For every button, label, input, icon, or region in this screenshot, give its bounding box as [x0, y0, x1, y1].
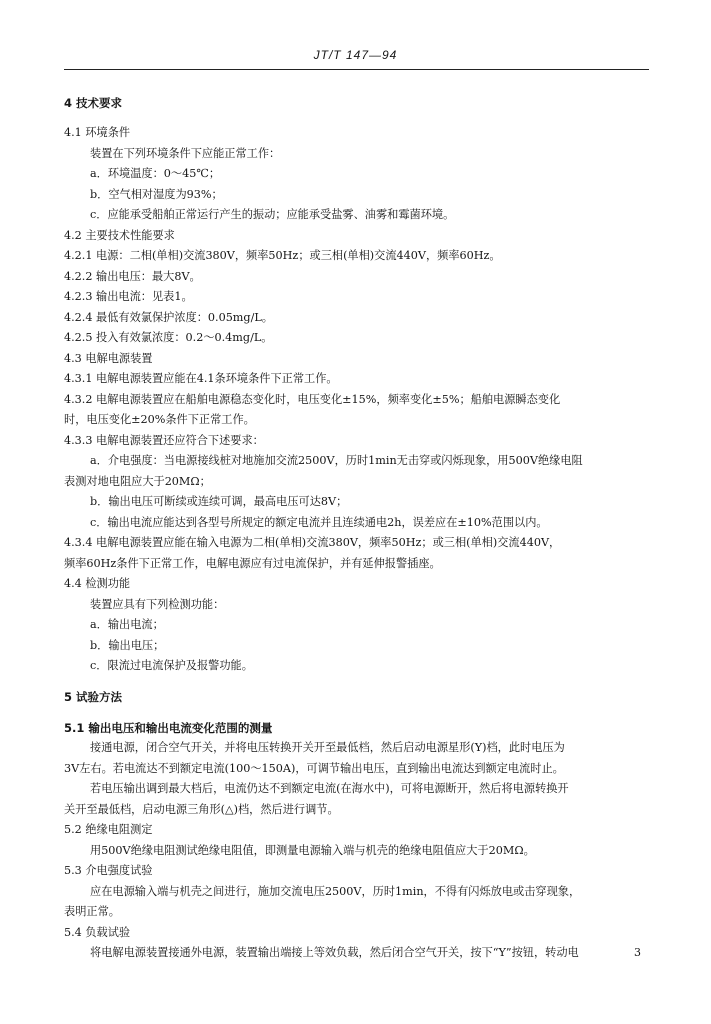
- paragraph-line: 装置应具有下列检测功能：: [90, 598, 225, 611]
- clause-line: 4.3.4 电解电源装置应能在输入电源为二相(单相)交流380V，频率50Hz；或三相(单相)交流440V，: [64, 536, 561, 549]
- page-number: 3: [634, 946, 641, 959]
- header-rule: [64, 69, 649, 70]
- list-item: a．介电强度：当电源接线桩对地施加交流2500V，历时1min无击穿或闪烁现象，用500V绝缘电阻: [90, 454, 583, 467]
- paragraph-line: 将电解电源装置接通外电源，装置输出端接上等效负载，然后闭合空气开关，按下“Y”按钮，转动电: [90, 946, 579, 959]
- paragraph-line: 表明正常。: [64, 905, 120, 918]
- clause-line: 4.2.5 投入有效氯浓度：0.2～0.4mg/L。: [64, 331, 273, 344]
- subsection-heading: 5.4 负载试验: [64, 926, 131, 939]
- list-item: c．限流过电流保护及报警功能。: [90, 659, 253, 672]
- clause-line: 4.2.1 电源：二相(单相)交流380V，频率50Hz；或三相(单相)交流440V，频率60Hz。: [64, 249, 501, 262]
- standard-code-header: JT/T 147—94: [313, 48, 398, 62]
- clause-line: 4.3.1 电解电源装置应能在4.1条环境条件下正常工作。: [64, 372, 338, 385]
- list-item: a．环境温度：0～45℃；: [90, 167, 221, 180]
- paragraph-line: 表测对地电阻应大于20MΩ；: [64, 475, 211, 488]
- list-item: b．空气相对湿度为93%；: [90, 188, 223, 201]
- paragraph-line: 应在电源输入端与机壳之间进行，施加交流电压2500V，历时1min，不得有闪烁放电或击穿现象，: [90, 885, 581, 898]
- subsection-heading: 5.2 绝缘电阻测定: [64, 823, 153, 836]
- clause-line: 4.3.3 电解电源装置还应符合下述要求：: [64, 434, 264, 447]
- paragraph-line: 若电压输出调到最大档后，电流仍达不到额定电流(在海水中)，可将电源断开，然后将电源转换开: [90, 782, 569, 795]
- subsection-heading: 5.1 输出电压和输出电流变化范围的测量: [64, 721, 273, 735]
- section-heading: 5 试验方法: [64, 690, 123, 704]
- list-item: a．输出电流；: [90, 618, 164, 631]
- paragraph-line: 装置在下列环境条件下应能正常工作：: [90, 147, 281, 160]
- subsection-heading: 4.1 环境条件: [64, 126, 131, 139]
- paragraph-line: 频率60Hz条件下正常工作，电解电源应有过电流保护，并有延伸报警插座。: [64, 557, 441, 570]
- list-item: c．输出电流应能达到各型号所规定的额定电流并且连续通电2h，误差应在±10%范围以内。: [90, 516, 548, 529]
- paragraph-line: 时，电压变化±20%条件下正常工作。: [64, 413, 255, 426]
- clause-line: 4.2.4 最低有效氯保护浓度：0.05mg/L。: [64, 311, 273, 324]
- list-item: b．输出电压可断续或连续可调，最高电压可达8V；: [90, 495, 348, 508]
- subsection-heading: 4.3 电解电源装置: [64, 352, 153, 365]
- subsection-heading: 4.4 检测功能: [64, 577, 131, 590]
- clause-line: 4.2.2 输出电压：最大8V。: [64, 270, 201, 283]
- subsection-heading: 4.2 主要技术性能要求: [64, 229, 175, 242]
- paragraph-line: 用500V绝缘电阻测试绝缘电阻值，即测量电源输入端与机壳的绝缘电阻值应大于20MΩ。: [90, 844, 535, 857]
- clause-line: 4.3.2 电解电源装置应在船舶电源稳态变化时，电压变化±15%，频率变化±5%；船舶电源瞬态变化: [64, 393, 561, 406]
- subsection-heading: 5.3 介电强度试验: [64, 864, 153, 877]
- list-item: b．输出电压；: [90, 639, 165, 652]
- list-item: c．应能承受船舶正常运行产生的振动；应能承受盐雾、油雾和霉菌环境。: [90, 208, 455, 221]
- paragraph-line: 关开至最低档，启动电源三角形(△)档，然后进行调节。: [64, 803, 339, 816]
- clause-line: 4.2.3 输出电流：见表1。: [64, 290, 193, 303]
- paragraph-line: 接通电源，闭合空气开关，并将电压转换开关开至最低档，然后启动电源星形(Y)档，此时电压为: [90, 741, 565, 754]
- paragraph-line: 3V左右。若电流达不到额定电流(100～150A)，可调节输出电压，直到输出电流达到额定电流时止。: [64, 762, 564, 775]
- section-heading: 4 技术要求: [64, 96, 123, 110]
